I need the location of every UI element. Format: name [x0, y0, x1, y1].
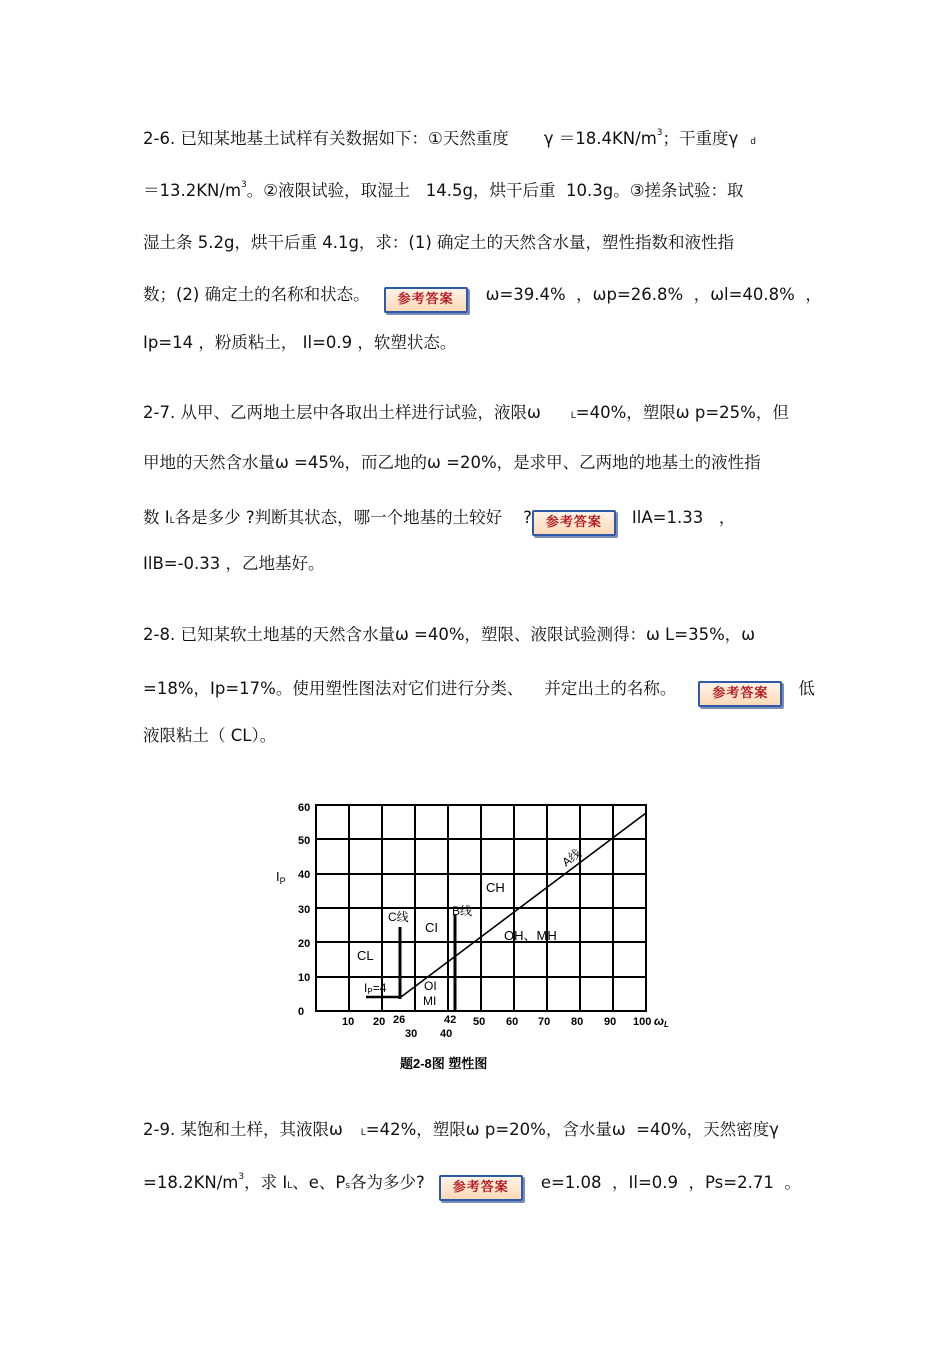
plasticity-chart: [260, 795, 690, 1085]
label-oh-mh: OH、MH: [504, 928, 557, 943]
x-tick: 80: [571, 1016, 584, 1028]
y-tick: 30: [298, 904, 311, 916]
label-c-line: C线: [388, 910, 409, 924]
y-tick: 40: [298, 869, 311, 881]
x-tick: 26: [393, 1014, 406, 1026]
p2-9-line-2: $=18.2KN/m^3$，求 IL、e、Ps各为多少? 参考答案 e=1.08 ，Il=0.9 ，Ps=2.71 。: [143, 1172, 801, 1201]
p2-8-line-2: =18%，Ip=17%。使用塑性图法对它们进行分类、 并定出土的名称。 参考答案 低: [143, 678, 815, 707]
answer-button[interactable]: 参考答案: [384, 287, 468, 313]
x-tick: 40: [440, 1028, 453, 1040]
label-ch: CH: [486, 880, 505, 895]
label-ip4: IP=4: [364, 981, 387, 996]
p2-7-line-3: 数 IL各是多少 ?判断其状态，哪一个地基的土较好 ? 参考答案 IlA=1.33 ，: [143, 507, 735, 536]
y-tick: 10: [298, 972, 311, 984]
answer-button[interactable]: 参考答案: [698, 681, 782, 707]
x-tick: 90: [604, 1016, 617, 1028]
y-tick: 0: [298, 1006, 305, 1018]
x-tick: 50: [473, 1016, 486, 1028]
label-b-line: B线: [452, 904, 473, 918]
label-ci: CI: [425, 920, 438, 935]
x-tick: 30: [405, 1028, 418, 1040]
x-tick: 70: [538, 1016, 551, 1028]
x-axis-label: ωL: [654, 1014, 669, 1029]
answer-button[interactable]: 参考答案: [439, 1175, 523, 1201]
y-tick: 50: [298, 835, 311, 847]
x-tick: 60: [506, 1016, 519, 1028]
figure-caption: 题2-8图 塑性图: [400, 1056, 488, 1071]
p2-7-line-1: 2-7. 从甲、乙两地土层中各取出土样进行试验，液限ω L=40%，塑限ω p=25%，但: [143, 403, 789, 422]
x-tick: 100: [633, 1016, 652, 1028]
p2-9-line-1: 2-9. 某饱和土样，其液限ω L=42%，塑限ω p=20%，含水量ω =40%，天然密度γ: [143, 1120, 779, 1139]
p2-7-line-2: 甲地的天然含水量ω =45%，而乙地的ω =20%，是求甲、乙两地的地基土的液性指: [143, 453, 761, 472]
p2-6-line-2: $=13.2KN/m^3$。②液限试验，取湿土 14.5g，烘干后重 10.3g。③搓条试验：取: [143, 180, 744, 200]
p2-6-line-4: 数；(2) 确定土的名称和状态。 参考答案 ω=39.4% ，ωp=26.8% ，ωl=40.8% ，: [143, 284, 822, 313]
label-cl: CL: [357, 948, 374, 963]
a-line: [401, 813, 646, 997]
label-mi: MI: [423, 994, 437, 1008]
p2-7-line-4: IlB=-0.33 ，乙地基好。: [143, 554, 325, 573]
y-tick: 60: [298, 802, 311, 814]
x-tick: 42: [444, 1014, 457, 1026]
p2-6-line-3: 湿土条 5.2g，烘干后重 4.1g，求：(1) 确定土的天然含水量，塑性指数和液性指: [143, 233, 735, 252]
p2-6-line-5: Ip=14 ，粉质粘土， Il=0.9 ，软塑状态。: [143, 333, 457, 352]
x-tick: 20: [373, 1016, 386, 1028]
p2-6-line-1: 2-6. 已知某地基土试样有关数据如下：①天然重度 $\gamma =18.4KN/m^3$；干重度γ d: [143, 128, 756, 148]
label-a-line: A线: [559, 846, 584, 870]
y-tick: 20: [298, 938, 311, 950]
answer-button[interactable]: 参考答案: [532, 510, 616, 536]
p2-8-line-1: 2-8. 已知某软土地基的天然含水量ω =40%，塑限、液限试验测得：ω L=35%，ω: [143, 625, 756, 644]
p2-8-line-3: 液限粘土（ CL）。: [143, 726, 277, 745]
label-oi: OI: [424, 979, 437, 993]
y-axis-label: $I_P$: [276, 869, 286, 886]
x-tick: 10: [342, 1016, 355, 1028]
